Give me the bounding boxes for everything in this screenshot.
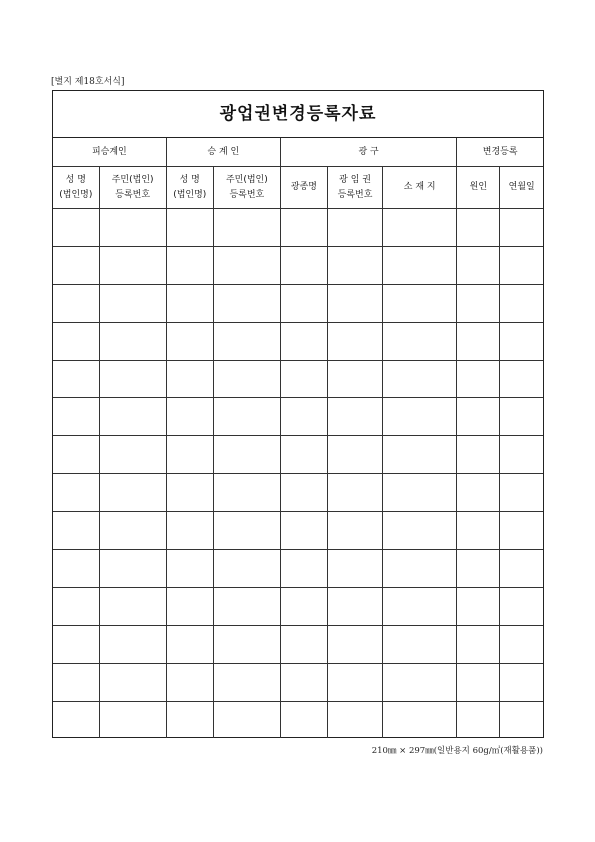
table-row	[53, 625, 543, 663]
table-cell[interactable]	[99, 474, 166, 512]
table-cell[interactable]	[213, 436, 280, 474]
table-cell[interactable]	[213, 474, 280, 512]
table-cell[interactable]	[213, 246, 280, 284]
table-cell[interactable]	[500, 587, 543, 625]
table-cell[interactable]	[280, 322, 327, 360]
table-cell[interactable]	[213, 284, 280, 322]
table-cell[interactable]	[328, 701, 383, 738]
table-cell[interactable]	[166, 284, 213, 322]
table-cell[interactable]	[280, 512, 327, 550]
table-cell[interactable]	[383, 360, 457, 398]
table-row	[53, 512, 543, 550]
table-cell[interactable]	[383, 663, 457, 701]
table-cell[interactable]	[500, 663, 543, 701]
table-cell[interactable]	[166, 246, 213, 284]
table-cell[interactable]	[53, 360, 99, 398]
table-cell[interactable]	[328, 398, 383, 436]
table-cell[interactable]	[53, 701, 99, 738]
table-cell[interactable]	[280, 474, 327, 512]
table-cell[interactable]	[213, 360, 280, 398]
col-header-successor-regno: 주민(법인) 등록번호	[213, 167, 280, 209]
col-header-mineral-name: 광종명	[280, 167, 327, 209]
table-cell[interactable]	[457, 398, 500, 436]
table-row	[53, 284, 543, 322]
table-cell[interactable]	[99, 625, 166, 663]
table-cell[interactable]	[383, 625, 457, 663]
table-row	[53, 474, 543, 512]
table-cell[interactable]	[457, 663, 500, 701]
table-cell[interactable]	[99, 663, 166, 701]
table-row	[53, 322, 543, 360]
table-cell[interactable]	[383, 209, 457, 247]
group-header-row	[53, 138, 543, 167]
table-cell[interactable]	[280, 398, 327, 436]
table-cell[interactable]	[166, 322, 213, 360]
table-cell[interactable]	[457, 550, 500, 588]
table-cell[interactable]	[53, 284, 99, 322]
table-cell[interactable]	[99, 209, 166, 247]
table-cell[interactable]	[500, 474, 543, 512]
table-cell[interactable]	[500, 398, 543, 436]
paper-spec-note: 210㎜ × 297㎜(일반용지 60g/㎡(재활용품))	[371, 746, 543, 756]
table-cell[interactable]	[213, 701, 280, 738]
table-cell[interactable]	[328, 284, 383, 322]
table-cell[interactable]	[457, 209, 500, 247]
table-cell[interactable]	[213, 663, 280, 701]
table-cell[interactable]	[280, 625, 327, 663]
table-cell[interactable]	[457, 360, 500, 398]
col-header-successor-name: 성 명 (법인명)	[166, 167, 213, 209]
table-cell[interactable]	[99, 246, 166, 284]
table-cell[interactable]	[328, 625, 383, 663]
table-cell[interactable]	[500, 436, 543, 474]
form-number-label: [별지 제18호서식]	[51, 77, 125, 87]
table-cell[interactable]	[213, 322, 280, 360]
table-cell[interactable]	[166, 474, 213, 512]
table-row	[53, 360, 543, 398]
table-cell[interactable]	[328, 436, 383, 474]
table-cell[interactable]	[166, 587, 213, 625]
table-row	[53, 587, 543, 625]
table-cell[interactable]	[328, 360, 383, 398]
table-cell[interactable]	[500, 209, 543, 247]
table-cell[interactable]	[280, 701, 327, 738]
table-cell[interactable]	[166, 701, 213, 738]
table-cell[interactable]	[280, 209, 327, 247]
table-cell[interactable]	[280, 246, 327, 284]
table-row	[53, 701, 543, 738]
table-cell[interactable]	[383, 701, 457, 738]
table-cell[interactable]	[457, 625, 500, 663]
table-cell[interactable]	[53, 209, 99, 247]
table-cell[interactable]	[53, 512, 99, 550]
table-cell[interactable]	[166, 512, 213, 550]
table-cell[interactable]	[99, 284, 166, 322]
table-cell[interactable]	[166, 550, 213, 588]
table-cell[interactable]	[53, 587, 99, 625]
col-header-transferor-regno: 주민(법인) 등록번호	[99, 167, 166, 209]
table-cell[interactable]	[53, 322, 99, 360]
table-row	[53, 209, 543, 247]
group-header-mining-area: 광 구	[280, 138, 456, 167]
table-cell[interactable]	[53, 625, 99, 663]
table-cell[interactable]	[99, 512, 166, 550]
table-cell[interactable]	[280, 436, 327, 474]
table-cell[interactable]	[457, 474, 500, 512]
table-row	[53, 398, 543, 436]
table-cell[interactable]	[328, 474, 383, 512]
table-cell[interactable]	[500, 550, 543, 588]
table-cell[interactable]	[383, 246, 457, 284]
table-cell[interactable]	[383, 474, 457, 512]
table-cell[interactable]	[99, 398, 166, 436]
column-header-row	[53, 167, 543, 209]
col-header-date: 연월일	[500, 167, 543, 209]
table-cell[interactable]	[457, 284, 500, 322]
table-cell[interactable]	[166, 209, 213, 247]
table-cell[interactable]	[280, 587, 327, 625]
col-header-mining-right-regno: 광 임 권 등록번호	[328, 167, 383, 209]
table-cell[interactable]	[166, 360, 213, 398]
table-row	[53, 550, 543, 588]
table-cell[interactable]	[53, 436, 99, 474]
table-cell[interactable]	[213, 512, 280, 550]
table-cell[interactable]	[457, 436, 500, 474]
table-cell[interactable]	[53, 398, 99, 436]
col-header-transferor-name: 성 명 (법인명)	[53, 167, 99, 209]
table-cell[interactable]	[213, 398, 280, 436]
table-cell[interactable]	[53, 663, 99, 701]
table-cell[interactable]	[213, 550, 280, 588]
table-cell[interactable]	[500, 246, 543, 284]
table-row	[53, 246, 543, 284]
table-cell[interactable]	[53, 550, 99, 588]
table-row	[53, 436, 543, 474]
registration-table	[53, 138, 543, 738]
group-header-change-registration: 변경등록	[457, 138, 543, 167]
table-cell[interactable]	[457, 246, 500, 284]
table-cell[interactable]	[53, 474, 99, 512]
table-cell[interactable]	[280, 550, 327, 588]
table-row	[53, 663, 543, 701]
table-cell[interactable]	[166, 625, 213, 663]
col-header-location: 소 재 지	[383, 167, 457, 209]
table-cell[interactable]	[99, 587, 166, 625]
table-cell[interactable]	[280, 663, 327, 701]
table-cell[interactable]	[383, 587, 457, 625]
table-cell[interactable]	[383, 398, 457, 436]
table-cell[interactable]	[500, 625, 543, 663]
table-cell[interactable]	[213, 209, 280, 247]
table-cell[interactable]	[99, 436, 166, 474]
form-frame	[52, 90, 544, 738]
table-cell[interactable]	[383, 436, 457, 474]
table-cell[interactable]	[328, 512, 383, 550]
group-header-transferor: 피승계인	[53, 138, 166, 167]
table-cell[interactable]	[383, 284, 457, 322]
table-cell[interactable]	[99, 701, 166, 738]
table-cell[interactable]	[328, 663, 383, 701]
table-cell[interactable]	[383, 322, 457, 360]
table-cell[interactable]	[383, 550, 457, 588]
table-cell[interactable]	[99, 322, 166, 360]
table-cell[interactable]	[328, 246, 383, 284]
table-cell[interactable]	[328, 550, 383, 588]
table-cell[interactable]	[166, 663, 213, 701]
table-cell[interactable]	[166, 436, 213, 474]
table-cell[interactable]	[457, 322, 500, 360]
table-cell[interactable]	[99, 550, 166, 588]
table-cell[interactable]	[457, 512, 500, 550]
table-cell[interactable]	[500, 512, 543, 550]
table-cell[interactable]	[280, 360, 327, 398]
table-cell[interactable]	[457, 701, 500, 738]
form-title: 광업권변경등록자료	[53, 91, 543, 138]
table-cell[interactable]	[213, 587, 280, 625]
table-cell[interactable]	[500, 360, 543, 398]
table-cell[interactable]	[280, 284, 327, 322]
table-cell[interactable]	[383, 512, 457, 550]
group-header-successor: 승 계 인	[166, 138, 280, 167]
table-cell[interactable]	[166, 398, 213, 436]
table-cell[interactable]	[213, 625, 280, 663]
table-cell[interactable]	[500, 322, 543, 360]
table-cell[interactable]	[328, 322, 383, 360]
table-cell[interactable]	[500, 701, 543, 738]
table-cell[interactable]	[99, 360, 166, 398]
table-cell[interactable]	[328, 209, 383, 247]
table-cell[interactable]	[457, 587, 500, 625]
table-cell[interactable]	[53, 246, 99, 284]
table-cell[interactable]	[500, 284, 543, 322]
table-cell[interactable]	[328, 587, 383, 625]
col-header-cause: 원인	[457, 167, 500, 209]
